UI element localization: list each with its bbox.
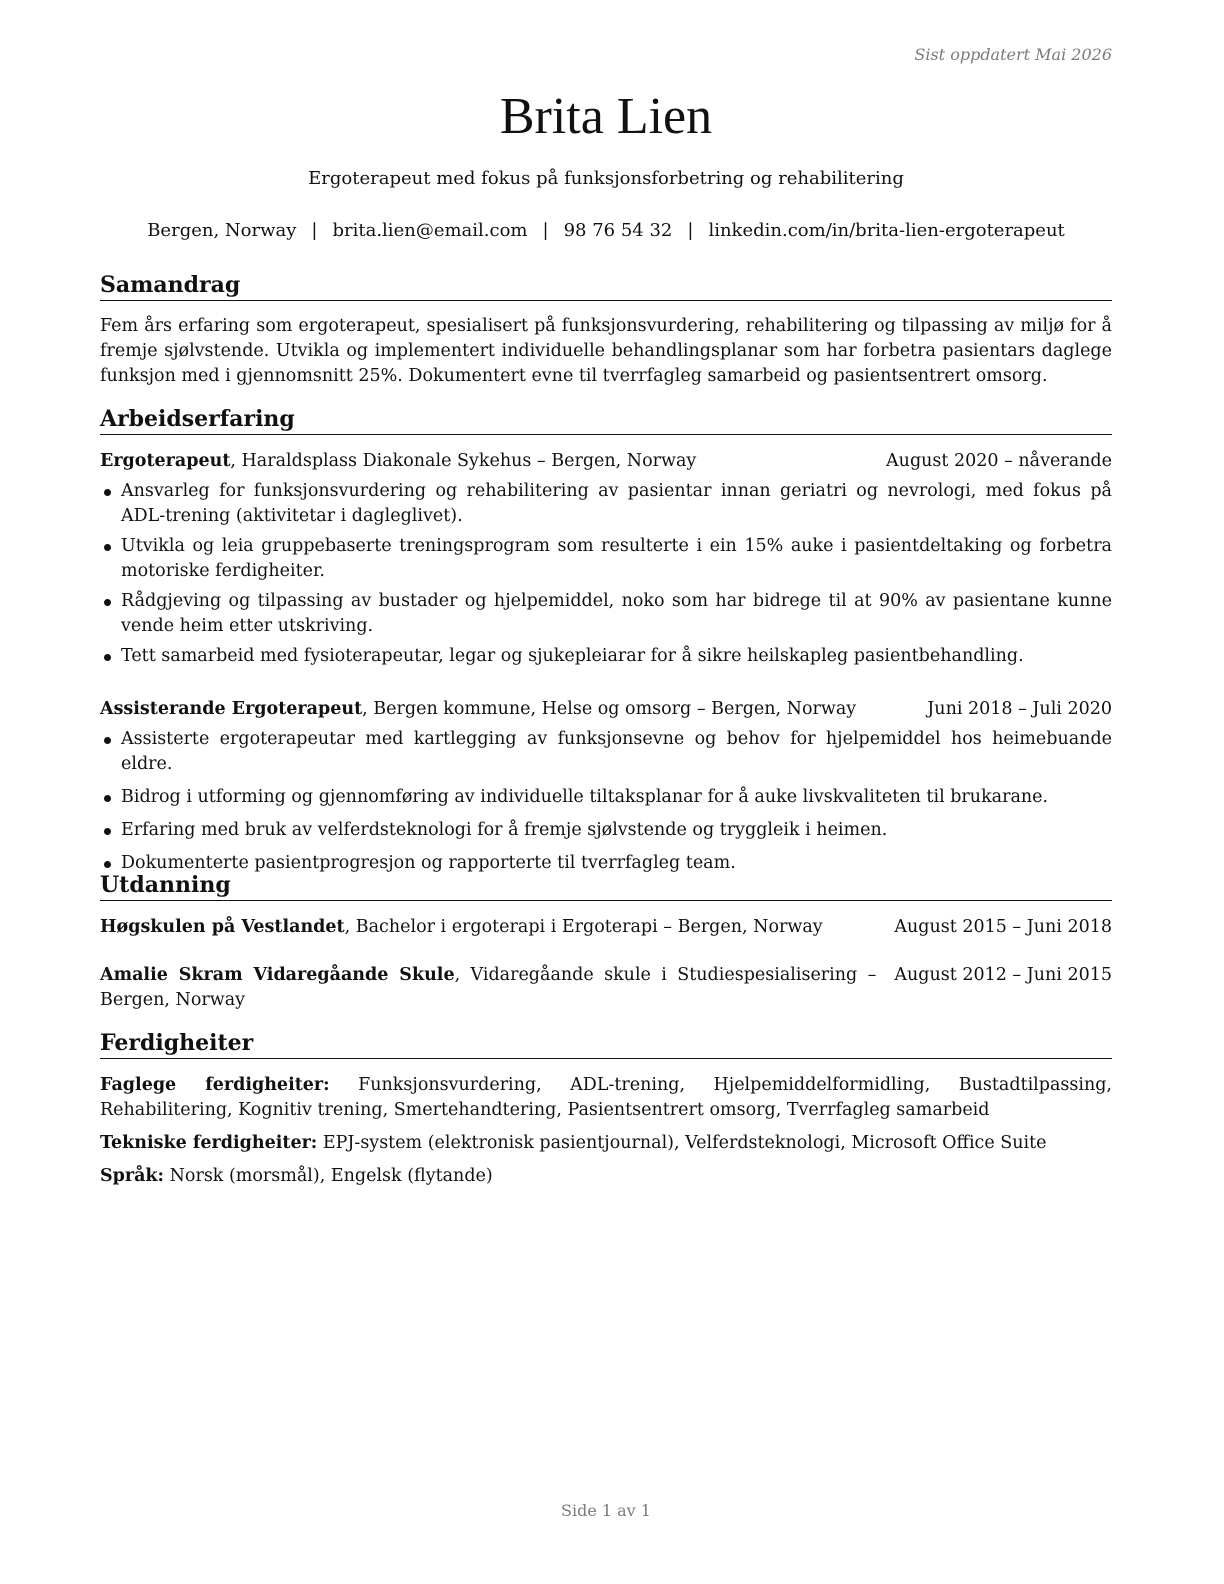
summary-text: Fem års erfaring som ergoterapeut, spesialisert på funksjonsvurdering, rehabilitering og tilpassing av miljø for å fremje sjølvstende. Utvikla og implementert individuelle behandlingsplanar som har forbetra pasientars daglege funksjon med i gjennomsnitt 25%. Dokumentert evne til tverrfagleg samarbeid og pasientsentrert omsorg. [100,316,1112,386]
education-dates: August 2012 – Juni 2015 [894,965,1112,985]
section-heading-education: Utdanning [100,870,1112,901]
bullet-item: Erfaring med bruk av velferdsteknologi for å fremje sjølvstende og tryggleik i heimen. [100,818,1112,843]
contact-separator: | [311,220,318,241]
section-heading-skills: Ferdigheiter [100,1028,1112,1059]
experience-section [100,404,1112,876]
bullet-item: Assisterte ergoterapeutar med kartlegging av funksjonsevne og behov for hjelpemiddel hos heimebuande eldre. [100,727,1112,777]
contact-location: Bergen, Norway [147,220,297,241]
skill-values: Funksjonsvurdering, ADL-trening, Hjelpemiddelformidling, Bustadtilpassing, Rehabilitering, Kognitiv trening, Smertehandtering, Pasientsentrert omsorg, Tverrfagleg samarbeid [100,1075,1112,1120]
school-name: Høgskulen på Vestlandet [100,917,345,937]
job-dates: Juni 2018 – Juli 2020 [927,699,1112,719]
skill-group [100,1164,1112,1189]
bullet-item: Rådgjeving og tilpassing av bustader og hjelpemiddel, noko som har bidrege til at 90% av pasientane kunne vende heim etter utskriving. [100,589,1112,639]
job-title: Ergoterapeut [100,451,231,471]
skill-label: Språk: [100,1166,165,1186]
education-entry [100,915,1112,940]
contact-separator: | [542,220,549,241]
job-bullets [100,479,1112,669]
job-title: Assisterande Ergoterapeut [100,699,363,719]
degree-detail: , Vidaregåande skule i Studiespesialisering – Bergen, Norway [100,965,877,1010]
summary-section [100,270,1112,389]
job-bullets [100,727,1112,876]
tagline: Ergoterapeut med fokus på funksjonsforbetring og rehabilitering [308,168,904,189]
job-entry [100,449,1112,669]
bullet-item: Tett samarbeid med fysioterapeutar, legar og sjukepleiarar for å sikre heilskapleg pasientbehandling. [100,644,1112,669]
skill-label: Faglege ferdigheiter: [100,1075,330,1095]
skills-section [100,1028,1112,1189]
skill-group [100,1073,1112,1123]
job-header [100,449,1112,474]
skill-values: Norsk (morsmål), Engelsk (flytande) [169,1166,493,1186]
page-number: Side 1 av 1 [561,1501,651,1520]
skill-values: EPJ-system (elektronisk pasientjournal), Velferdsteknologi, Microsoft Office Suite [322,1133,1047,1153]
section-heading-summary: Samandrag [100,270,1112,301]
bullet-item: Dokumenterte pasientprogresjon og rapporterte til tverrfagleg team. [100,851,1112,876]
job-header [100,697,1112,722]
job-employer: , Haraldsplass Diakonale Sykehus – Bergen, Norway [230,451,697,471]
bullet-item: Ansvarleg for funksjonsvurdering og rehabilitering av pasientar innan geriatri og nevrologi, med fokus på ADL-trening (aktivitetar i dagleglivet). [100,479,1112,529]
job-employer: , Bergen kommune, Helse og omsorg – Bergen, Norway [362,699,857,719]
job-entry [100,697,1112,876]
school-name: Amalie Skram Vidaregåande Skule [100,965,455,985]
contact-phone: 98 76 54 32 [563,220,673,241]
bullet-item: Utvikla og leia gruppebaserte treningsprogram som resulterte i ein 15% auke i pasientdeltaking og forbetra motoriske ferdigheiter. [100,534,1112,584]
last-updated: Sist oppdatert Mai 2026 [914,45,1112,64]
candidate-name: Brita Lien [499,88,713,145]
skill-group [100,1131,1112,1156]
contact-line [100,219,1112,243]
bullet-item: Bidrog i utforming og gjennomføring av individuelle tiltaksplanar for å auke livskvaliteten til brukarane. [100,785,1112,810]
resume-page [100,0,1112,1584]
education-dates: August 2015 – Juni 2018 [894,917,1112,937]
section-heading-experience: Arbeidserfaring [100,404,1112,435]
education-section [100,870,1112,1013]
job-dates: August 2020 – nåverande [886,451,1112,471]
contact-email[interactable]: brita.lien@email.com [332,220,528,241]
skill-label: Tekniske ferdigheiter: [100,1133,318,1153]
degree-detail: , Bachelor i ergoterapi i Ergoterapi – Bergen, Norway [344,917,823,937]
education-entry [100,963,1112,1013]
contact-linkedin[interactable]: linkedin.com/in/brita-lien-ergoterapeut [708,220,1065,241]
contact-separator: | [687,220,694,241]
